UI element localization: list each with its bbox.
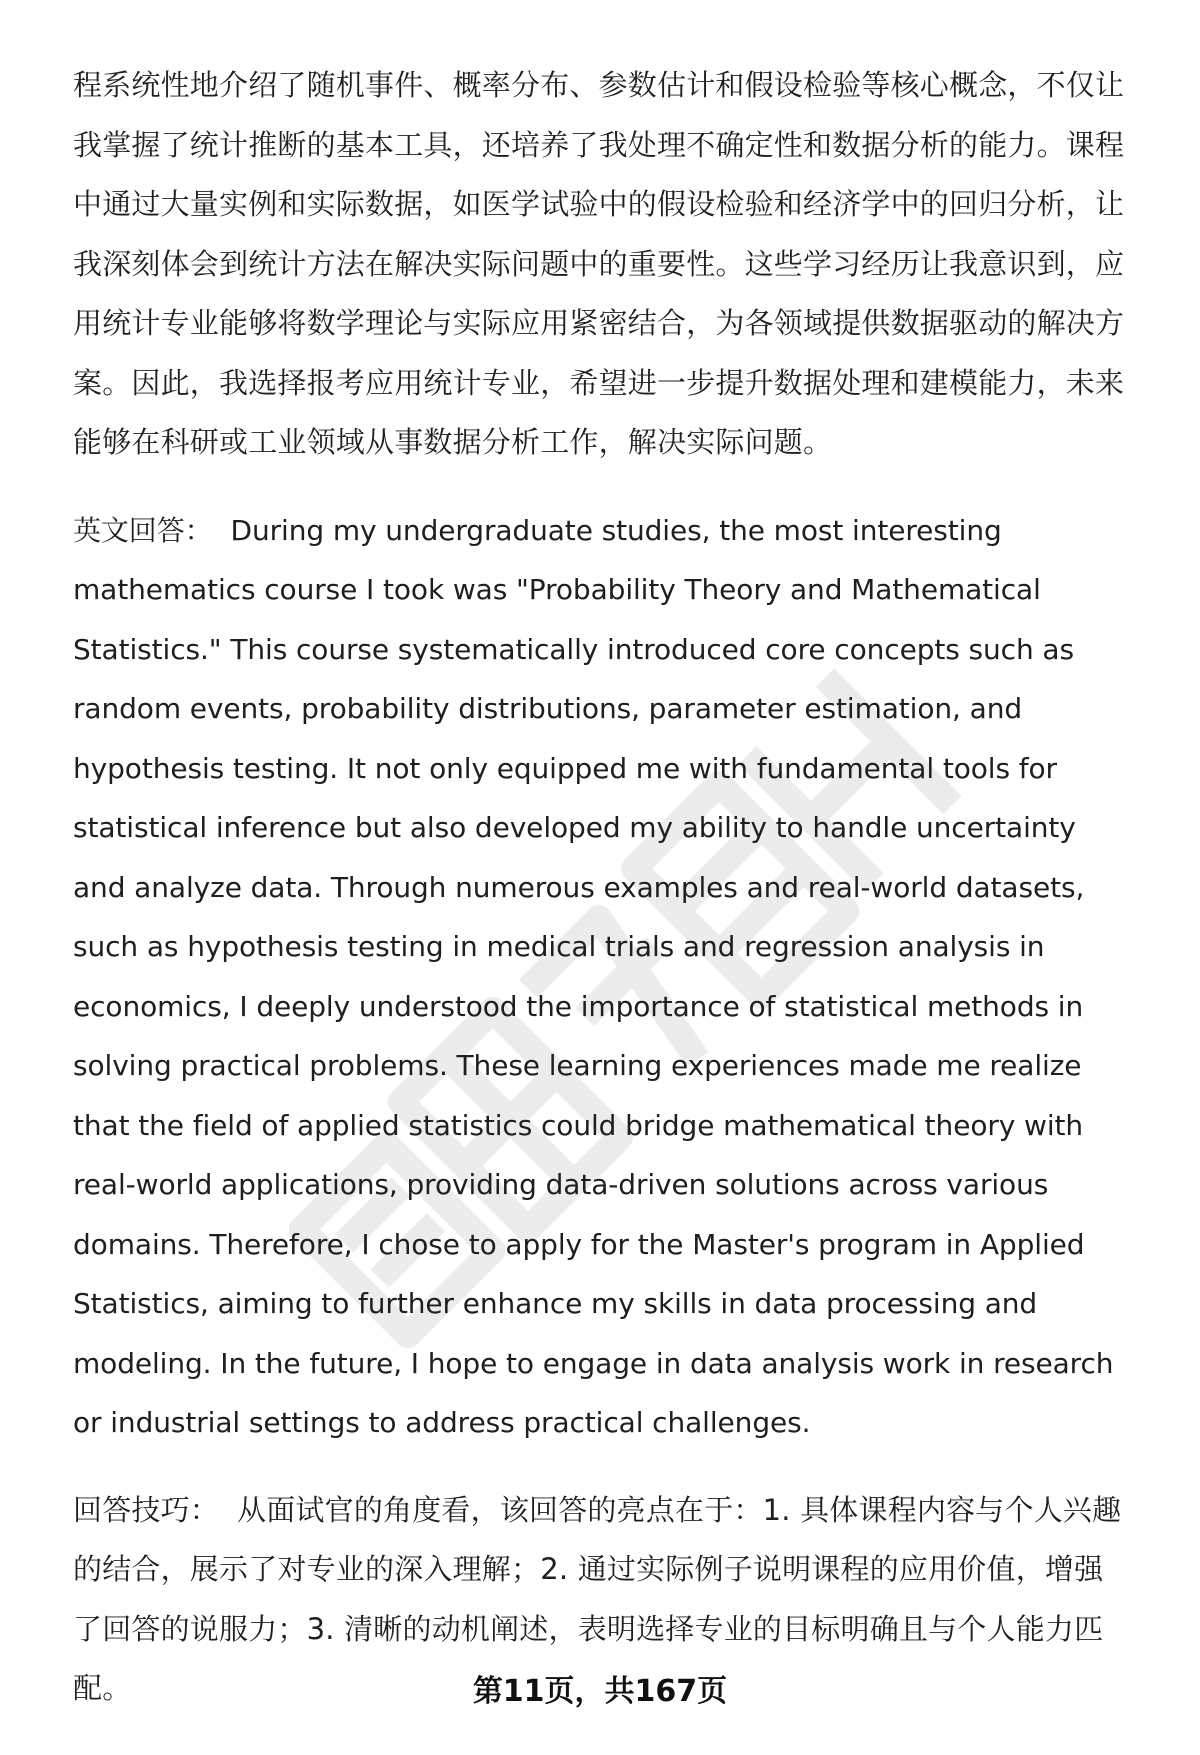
english-answer-text: During my undergraduate studies, the most interesting mathematics course I took was "Probability Theory and Mathematical Statistics." This course systematically introduced core concepts such as random events, probability distributions, parameter estimation, and hypothesis testing. It not only equipped me with fundamental tools for statistical inference but also developed my ability to handle uncertainty and analyze data. Through numerous examples and real-world datasets, such as hypothesis testing in medical trials and regression analysis in economics, I deeply understood the importance of statistical methods in solving practical problems. These learning experiences made me realize that the field of applied statistics could bridge mathematical theory with real-world applications, providing data-driven solutions across various domains. Therefore, I chose to apply for the Master's program in Applied Statistics, aiming to further enhance my skills in data processing and modeling. In the future, I hope to engage in data analysis work in research or industrial settings to address practical challenges. [73, 513, 1114, 1439]
english-answer-label: 英文回答： [73, 513, 213, 547]
page-number: 第11页，共167页 [472, 1674, 728, 1709]
paragraph-spacer [73, 1453, 1130, 1481]
paragraph-spacer [73, 473, 1130, 501]
tips-text: 从面试官的角度看，该回答的亮点在于：1. 具体课程内容与个人兴趣的结合，展示了对专业的深入理解；2. 通过实际例子说明课程的应用价值，增强了回答的说服力；3. 清晰的动机阐述，表明选择专业的目标明确且与个人能力匹配。 [73, 1492, 1122, 1705]
document-body [73, 56, 1130, 1719]
english-answer-paragraph [73, 501, 1130, 1453]
tips-label: 回答技巧： [73, 1492, 220, 1527]
intro-paragraph: 程系统性地介绍了随机事件、概率分布、参数估计和假设检验等核心概念，不仅让我掌握了统计推断的基本工具，还培养了我处理不确定性和数据分析的能力。课程中通过大量实例和实际数据，如医学试验中的假设检验和经济学中的回归分析，让我深刻体会到统计方法在解决实际问题中的重要性。这些学习经历让我意识到，应用统计专业能够将数学理论与实际应用紧密结合，为各领域提供数据驱动的解决方案。因此，我选择报考应用统计专业，希望进一步提升数据处理和建模能力，未来能够在科研或工业领域从事数据分析工作，解决实际问题。 [73, 68, 1125, 459]
